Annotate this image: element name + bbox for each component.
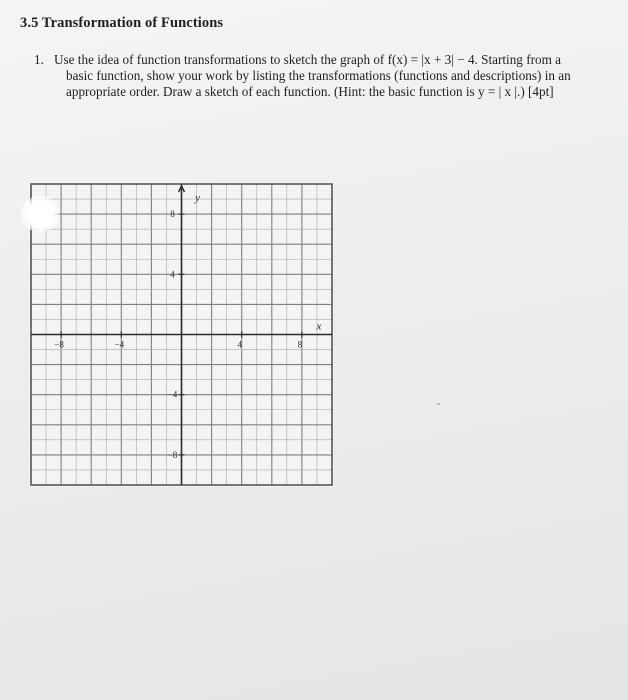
coordinate-grid[interactable] [29, 182, 334, 487]
y-tick-label: −4 [167, 389, 178, 400]
paper-speck [437, 403, 440, 405]
photo-glare [20, 196, 60, 232]
x-tick-label: 8 [297, 339, 303, 350]
section-title: 3.5 Transformation of Functions [20, 15, 224, 31]
x-axis-label: x [316, 320, 322, 333]
question-line-3: appropriate order. Draw a sketch of each function. (Hint: the basic function is y = | x |.) [4pt] [66, 84, 554, 99]
y-tick-label: −8 [167, 449, 178, 460]
question-number: 1. [34, 52, 44, 67]
y-tick-label: 8 [170, 209, 175, 220]
x-tick-label: −4 [114, 339, 125, 350]
question-line-2: basic function, show your work by listing the transformations (functions and descriptions) in an [66, 68, 571, 83]
y-axis-label: y [195, 192, 200, 205]
question-text [54, 52, 614, 100]
y-tick-label: 4 [170, 269, 175, 280]
x-tick-label: −8 [54, 339, 64, 350]
x-tick-label: 4 [237, 339, 242, 350]
question-line-1: Use the idea of function transformations to sketch the graph of f(x) = |x + 3| − 4. Starting from a [54, 52, 561, 67]
